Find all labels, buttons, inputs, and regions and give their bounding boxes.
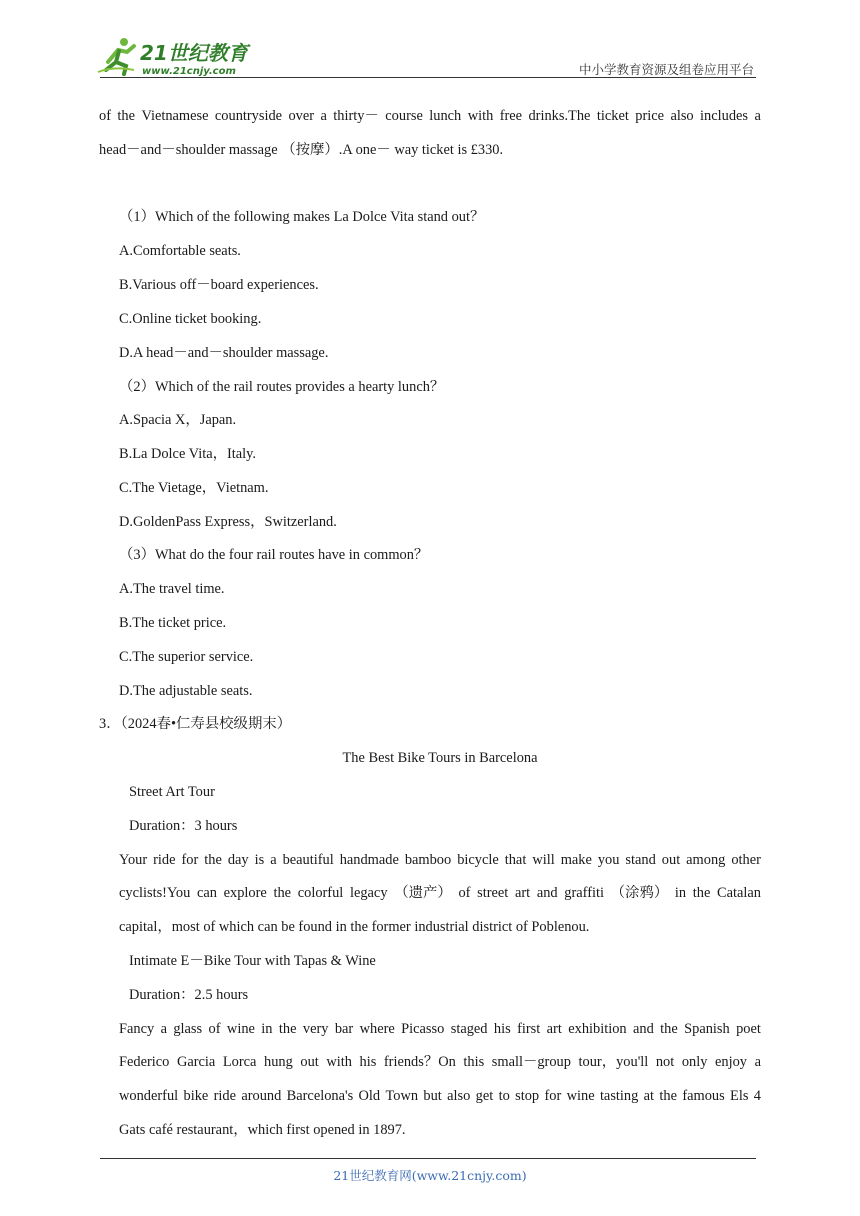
word: explore	[223, 885, 267, 901]
question-3-option-d: D.The adjustable seats.	[119, 683, 253, 699]
word: Federico	[119, 1054, 170, 1070]
word: includes	[700, 108, 749, 124]
word: street	[477, 885, 509, 901]
word: out	[661, 852, 681, 868]
word: the	[117, 108, 136, 124]
word: in	[674, 885, 687, 901]
word: bamboo	[404, 852, 452, 868]
word: poet	[736, 1021, 761, 1037]
tour-2-line-3	[119, 1089, 761, 1103]
word: art	[514, 885, 531, 901]
word: wine	[566, 1088, 595, 1104]
word: exhibition	[568, 1021, 627, 1037]
word: out	[300, 1054, 319, 1070]
word: Els	[730, 1088, 749, 1104]
word: wine	[226, 1021, 255, 1037]
word: Garcia	[176, 1054, 216, 1070]
word: （遗产）	[394, 885, 452, 901]
word: Catalan	[717, 885, 761, 901]
tour-1-line-2	[119, 886, 761, 900]
word: day	[227, 852, 249, 868]
question-3-option-c: C.The superior service.	[119, 649, 254, 665]
word: the	[278, 1021, 297, 1037]
word: and	[536, 885, 558, 901]
logo-21cnjy	[94, 36, 264, 80]
tour-1-name: Street Art Tour	[129, 784, 215, 800]
word: a	[754, 108, 761, 124]
header-divider	[100, 77, 756, 78]
tour-2-duration: Duration：2.5 hours	[129, 987, 249, 1003]
word: course	[385, 108, 423, 124]
word: a	[160, 1021, 167, 1037]
passage-line-1	[99, 109, 761, 123]
word: with	[326, 1054, 352, 1070]
logo-url: www.21cnjy.com	[142, 66, 236, 77]
word: also	[447, 1088, 471, 1104]
header-platform-text: 中小学教育资源及组卷应用平台	[578, 62, 754, 77]
word: Vietnamese	[141, 108, 209, 124]
word: stop	[515, 1088, 540, 1104]
word: 4	[753, 1088, 761, 1104]
question-1-option-b: B.Various off－board experiences.	[119, 277, 319, 293]
word: colorful	[297, 885, 344, 901]
word: over	[288, 108, 315, 124]
word: Picasso	[401, 1021, 445, 1037]
item-3-heading	[99, 717, 291, 731]
word: not	[655, 1054, 675, 1070]
word: famous	[682, 1088, 725, 1104]
word: hung	[264, 1054, 293, 1070]
word: bike	[183, 1088, 209, 1104]
word: can	[196, 885, 217, 901]
word: of	[208, 1021, 221, 1037]
question-1-option-d: D.A head－and－shoulder massage.	[119, 345, 329, 361]
word: ticket	[596, 108, 629, 124]
question-2-option-b: B.La Dolce Vita，Italy.	[119, 446, 257, 462]
word: wonderful	[119, 1088, 179, 1104]
page-header	[0, 0, 860, 90]
word: glass	[173, 1021, 203, 1037]
word: Spanish	[684, 1021, 730, 1037]
word: Old	[358, 1088, 381, 1104]
footer-divider	[100, 1158, 756, 1159]
word: and	[632, 1021, 654, 1037]
word: legacy	[349, 885, 388, 901]
word: is	[254, 852, 265, 868]
word: the	[204, 852, 222, 868]
word: around	[241, 1088, 282, 1104]
word: handmade	[339, 852, 399, 868]
word: （涂鸦）	[610, 885, 669, 901]
question-3-stem: （3）What do the four rail routes have in common？	[119, 547, 429, 563]
word: Barcelona's	[286, 1088, 354, 1104]
tour-1-line-3: capital，most of which can be found in the former industrial district of Poblenou.	[119, 919, 590, 935]
word: thirty－	[333, 108, 379, 124]
word: the	[660, 1021, 678, 1037]
word: Fancy	[119, 1021, 155, 1037]
word: bicycle	[457, 852, 499, 868]
word: beautiful	[282, 852, 334, 868]
word: a	[270, 852, 277, 868]
tour-2-line-2	[119, 1055, 761, 1069]
word: for	[181, 852, 199, 868]
word: that	[504, 852, 527, 868]
word: with	[467, 108, 494, 124]
word: staged	[450, 1021, 488, 1037]
word: the	[659, 1088, 677, 1104]
word: small－group	[491, 1054, 571, 1070]
question-1-option-a: A.Comfortable seats.	[119, 243, 241, 259]
item-source: （2024春•仁寿县校级期末）	[120, 716, 292, 732]
logo-text: 21世纪教育	[140, 41, 248, 65]
word: bar	[334, 1021, 354, 1037]
word: lunch	[429, 108, 462, 124]
word: art	[546, 1021, 562, 1037]
word: this	[463, 1054, 485, 1070]
word: only	[681, 1054, 708, 1070]
tour-2-name: Intimate E－Bike Tour with Tapas & Wine	[129, 953, 376, 969]
word: enjoy	[715, 1054, 747, 1070]
word: the	[692, 885, 711, 901]
word: you	[597, 852, 620, 868]
item-number: 3．	[99, 716, 121, 732]
word: among	[686, 852, 726, 868]
footer-site-link[interactable]: 21世纪教育网(www.21cnjy.com)	[333, 1168, 527, 1183]
word: Town	[385, 1088, 419, 1104]
question-2-option-d: D.GoldenPass Express，Switzerland.	[119, 514, 337, 530]
word: cyclists!You	[119, 885, 191, 901]
word: Lorca	[222, 1054, 257, 1070]
question-1-option-c: C.Online ticket booking.	[119, 311, 262, 327]
tour-1-duration: Duration：3 hours	[129, 818, 238, 834]
word: countryside	[214, 108, 283, 124]
word: a	[320, 108, 327, 124]
tour-1-line-1	[119, 853, 761, 867]
passage-title: The Best Bike Tours in Barcelona	[342, 750, 538, 766]
word: price	[635, 108, 665, 124]
tour-2-line-1	[119, 1022, 761, 1036]
word: but	[423, 1088, 442, 1104]
word: for	[544, 1088, 562, 1104]
word: other	[731, 852, 761, 868]
question-2-option-a: A.Spacia X，Japan.	[119, 412, 237, 428]
word: friends？On	[383, 1054, 456, 1070]
word: ride	[213, 1088, 236, 1104]
word: graffiti	[564, 885, 604, 901]
question-1-stem: （1）Which of the following makes La Dolce Vita stand out？	[119, 209, 485, 225]
word: where	[359, 1021, 395, 1037]
word: stand	[625, 852, 656, 868]
word: of	[458, 885, 471, 901]
word: first	[517, 1021, 541, 1037]
word: in	[261, 1021, 273, 1037]
passage-line-2: head－and－shoulder massage （按摩）.A one－ way ticket is £330.	[99, 142, 504, 158]
tour-2-line-4: Gats café restaurant，which first opened in 1897.	[119, 1122, 406, 1138]
word: make	[560, 852, 592, 868]
word: at	[643, 1088, 655, 1104]
word: his	[359, 1054, 377, 1070]
word: to	[498, 1088, 510, 1104]
question-3-option-a: A.The travel time.	[119, 581, 225, 597]
word: the	[273, 885, 292, 901]
word: get	[475, 1088, 494, 1104]
question-3-option-b: B.The ticket price.	[119, 615, 227, 631]
word: also	[670, 108, 694, 124]
word: very	[302, 1021, 329, 1037]
word: ride	[153, 852, 176, 868]
question-2-stem: （2）Which of the rail routes provides a hearty lunch？	[119, 379, 445, 395]
word: will	[532, 852, 555, 868]
word: tour，you'll	[578, 1054, 649, 1070]
word: Your	[119, 852, 148, 868]
word: of	[99, 108, 111, 124]
word: a	[754, 1054, 761, 1070]
word: free	[499, 108, 523, 124]
word: his	[493, 1021, 511, 1037]
word: tasting	[599, 1088, 639, 1104]
word: drinks.The	[528, 108, 591, 124]
question-2-option-c: C.The Vietage，Vietnam.	[119, 480, 269, 496]
